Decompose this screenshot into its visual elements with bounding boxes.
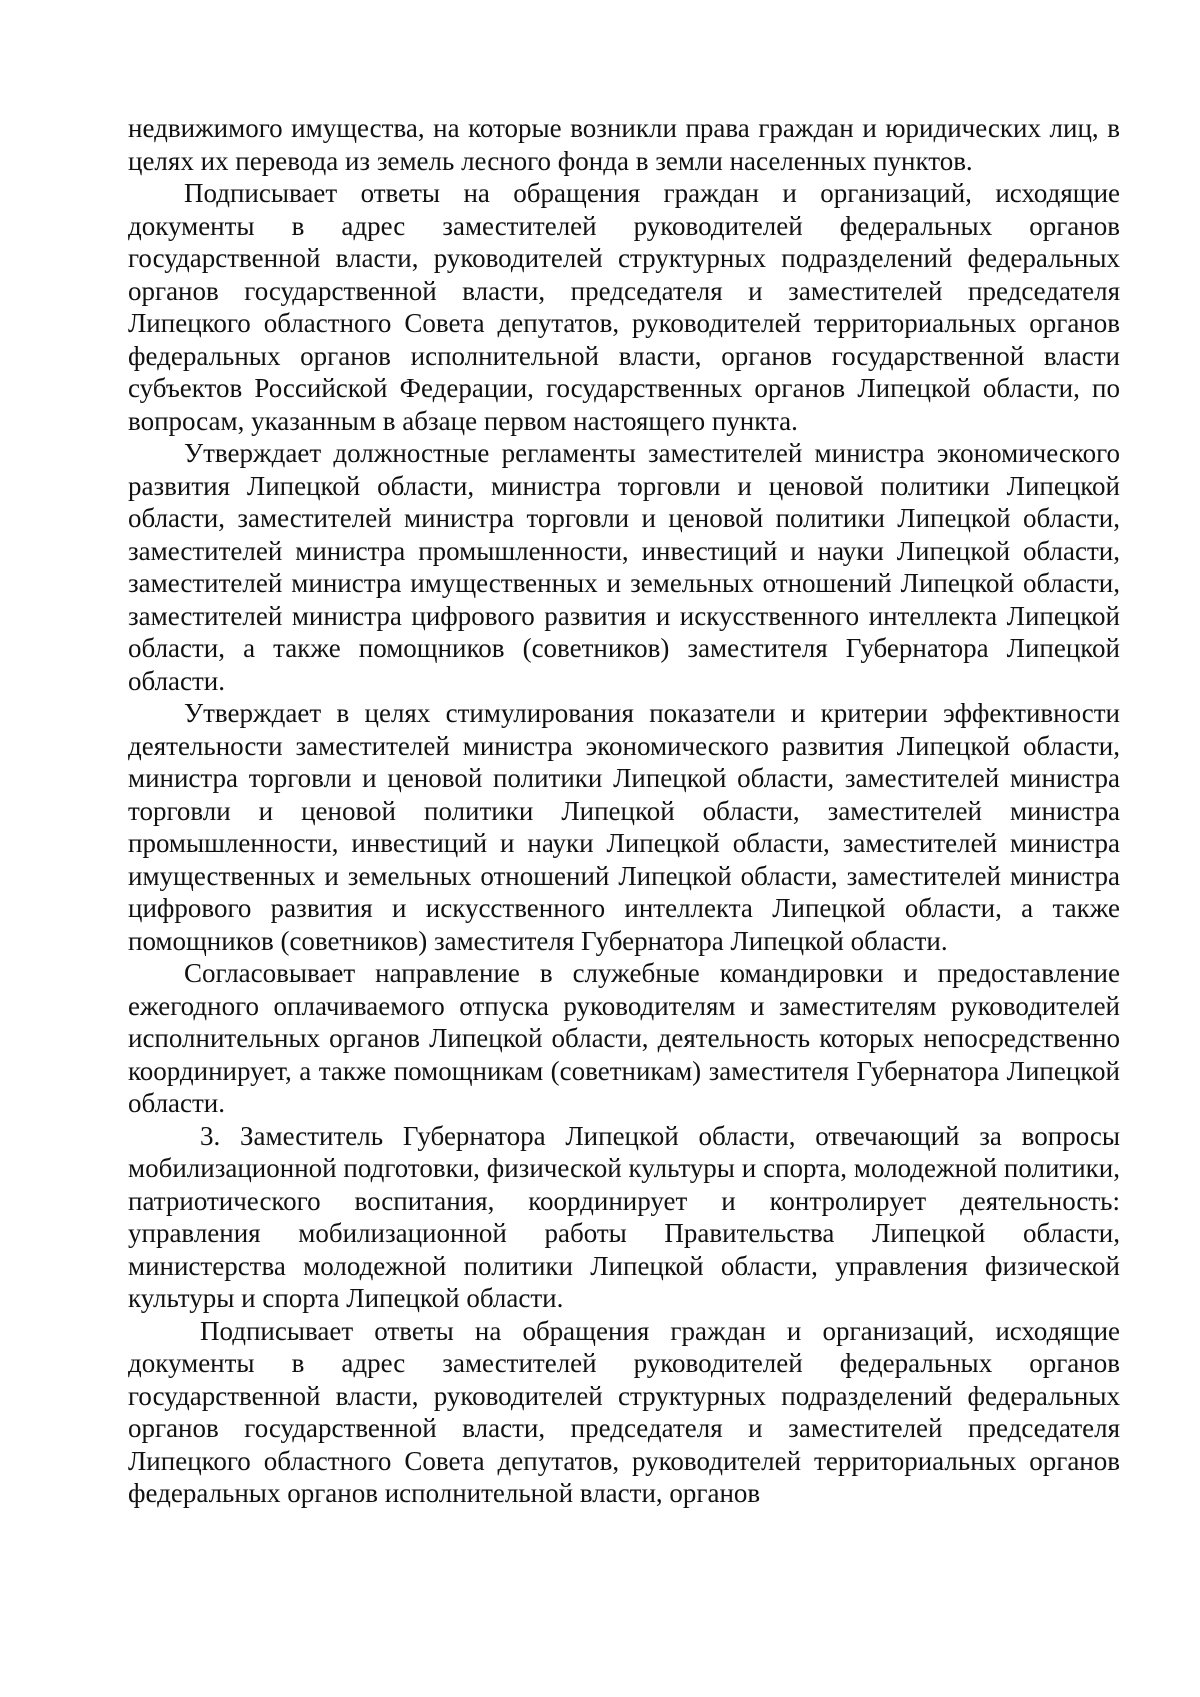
paragraph-signs-responses-2: Подписывает ответы на обращения граждан и организаций, исходящие документы в адрес заместителей руководителей федеральных органов государственной власти, руководителей структурных подразделений федеральных органов государственной власти, председателя и заместителей председателя Липецкого областного Совета депутатов, руководителей территориальных органов федеральных органов исполнительной власти, органов	[128, 1315, 1120, 1508]
paragraph-signs-responses: Подписывает ответы на обращения граждан и организаций, исходящие документы в адрес заместителей руководителей федеральных органов государственной власти, руководителей структурных подразделений федеральных органов государственной власти, председателя и заместителей председателя Липецкого областного Совета депутатов, руководителей территориальных органов федеральных органов исполнительной власти, органов государственной власти субъектов Российской Федерации, государственных органов Липецкой области, по вопросам, указанным в абзаце первом настоящего пункта.	[128, 178, 1120, 436]
document-page	[128, 112, 1120, 1510]
paragraph-agrees-trips: Согласовывает направление в служебные командировки и предоставление ежегодного оплачиваемого отпуска руководителям и заместителям руководителей исполнительных органов Липецкой области, деятельность которых непосредственно координирует, а также помощникам (советникам) заместителя Губернатора Липецкой области.	[128, 958, 1120, 1118]
paragraph-approves-criteria: Утверждает в целях стимулирования показатели и критерии эффективности деятельности заместителей министра экономического развития Липецкой области, министра торговли и ценовой политики Липецкой области, заместителей министра торговли и ценовой политики Липецкой области, заместителей министра промышленности, инвестиций и науки Липецкой области, заместителей министра имущественных и земельных отношений Липецкой области, заместителей министра цифрового развития и искусственного интеллекта Липецкой области, а также помощников (советников) заместителя Губернатора Липецкой области.	[128, 698, 1120, 956]
paragraph-item-3: 3. Заместитель Губернатора Липецкой области, отвечающий за вопросы мобилизационной подготовки, физической культуры и спорта, молодежной политики, патриотического воспитания, координирует и контролирует деятельность: управления мобилизационной работы Правительства Липецкой области, министерства молодежной политики Липецкой области, управления физической культуры и спорта Липецкой области.	[128, 1120, 1120, 1313]
paragraph-approves-regulations: Утверждает должностные регламенты заместителей министра экономического развития Липецкой области, министра торговли и ценовой политики Липецкой области, заместителей министра торговли и ценовой политики Липецкой области, заместителей министра промышленности, инвестиций и науки Липецкой области, заместителей министра имущественных и земельных отношений Липецкой области, заместителей министра цифрового развития и искусственного интеллекта Липецкой области, а также помощников (советников) заместителя Губернатора Липецкой области.	[128, 438, 1120, 696]
paragraph-continuation: недвижимого имущества, на которые возникли права граждан и юридических лиц, в целях их перевода из земель лесного фонда в земли населенных пунктов.	[128, 113, 1120, 176]
